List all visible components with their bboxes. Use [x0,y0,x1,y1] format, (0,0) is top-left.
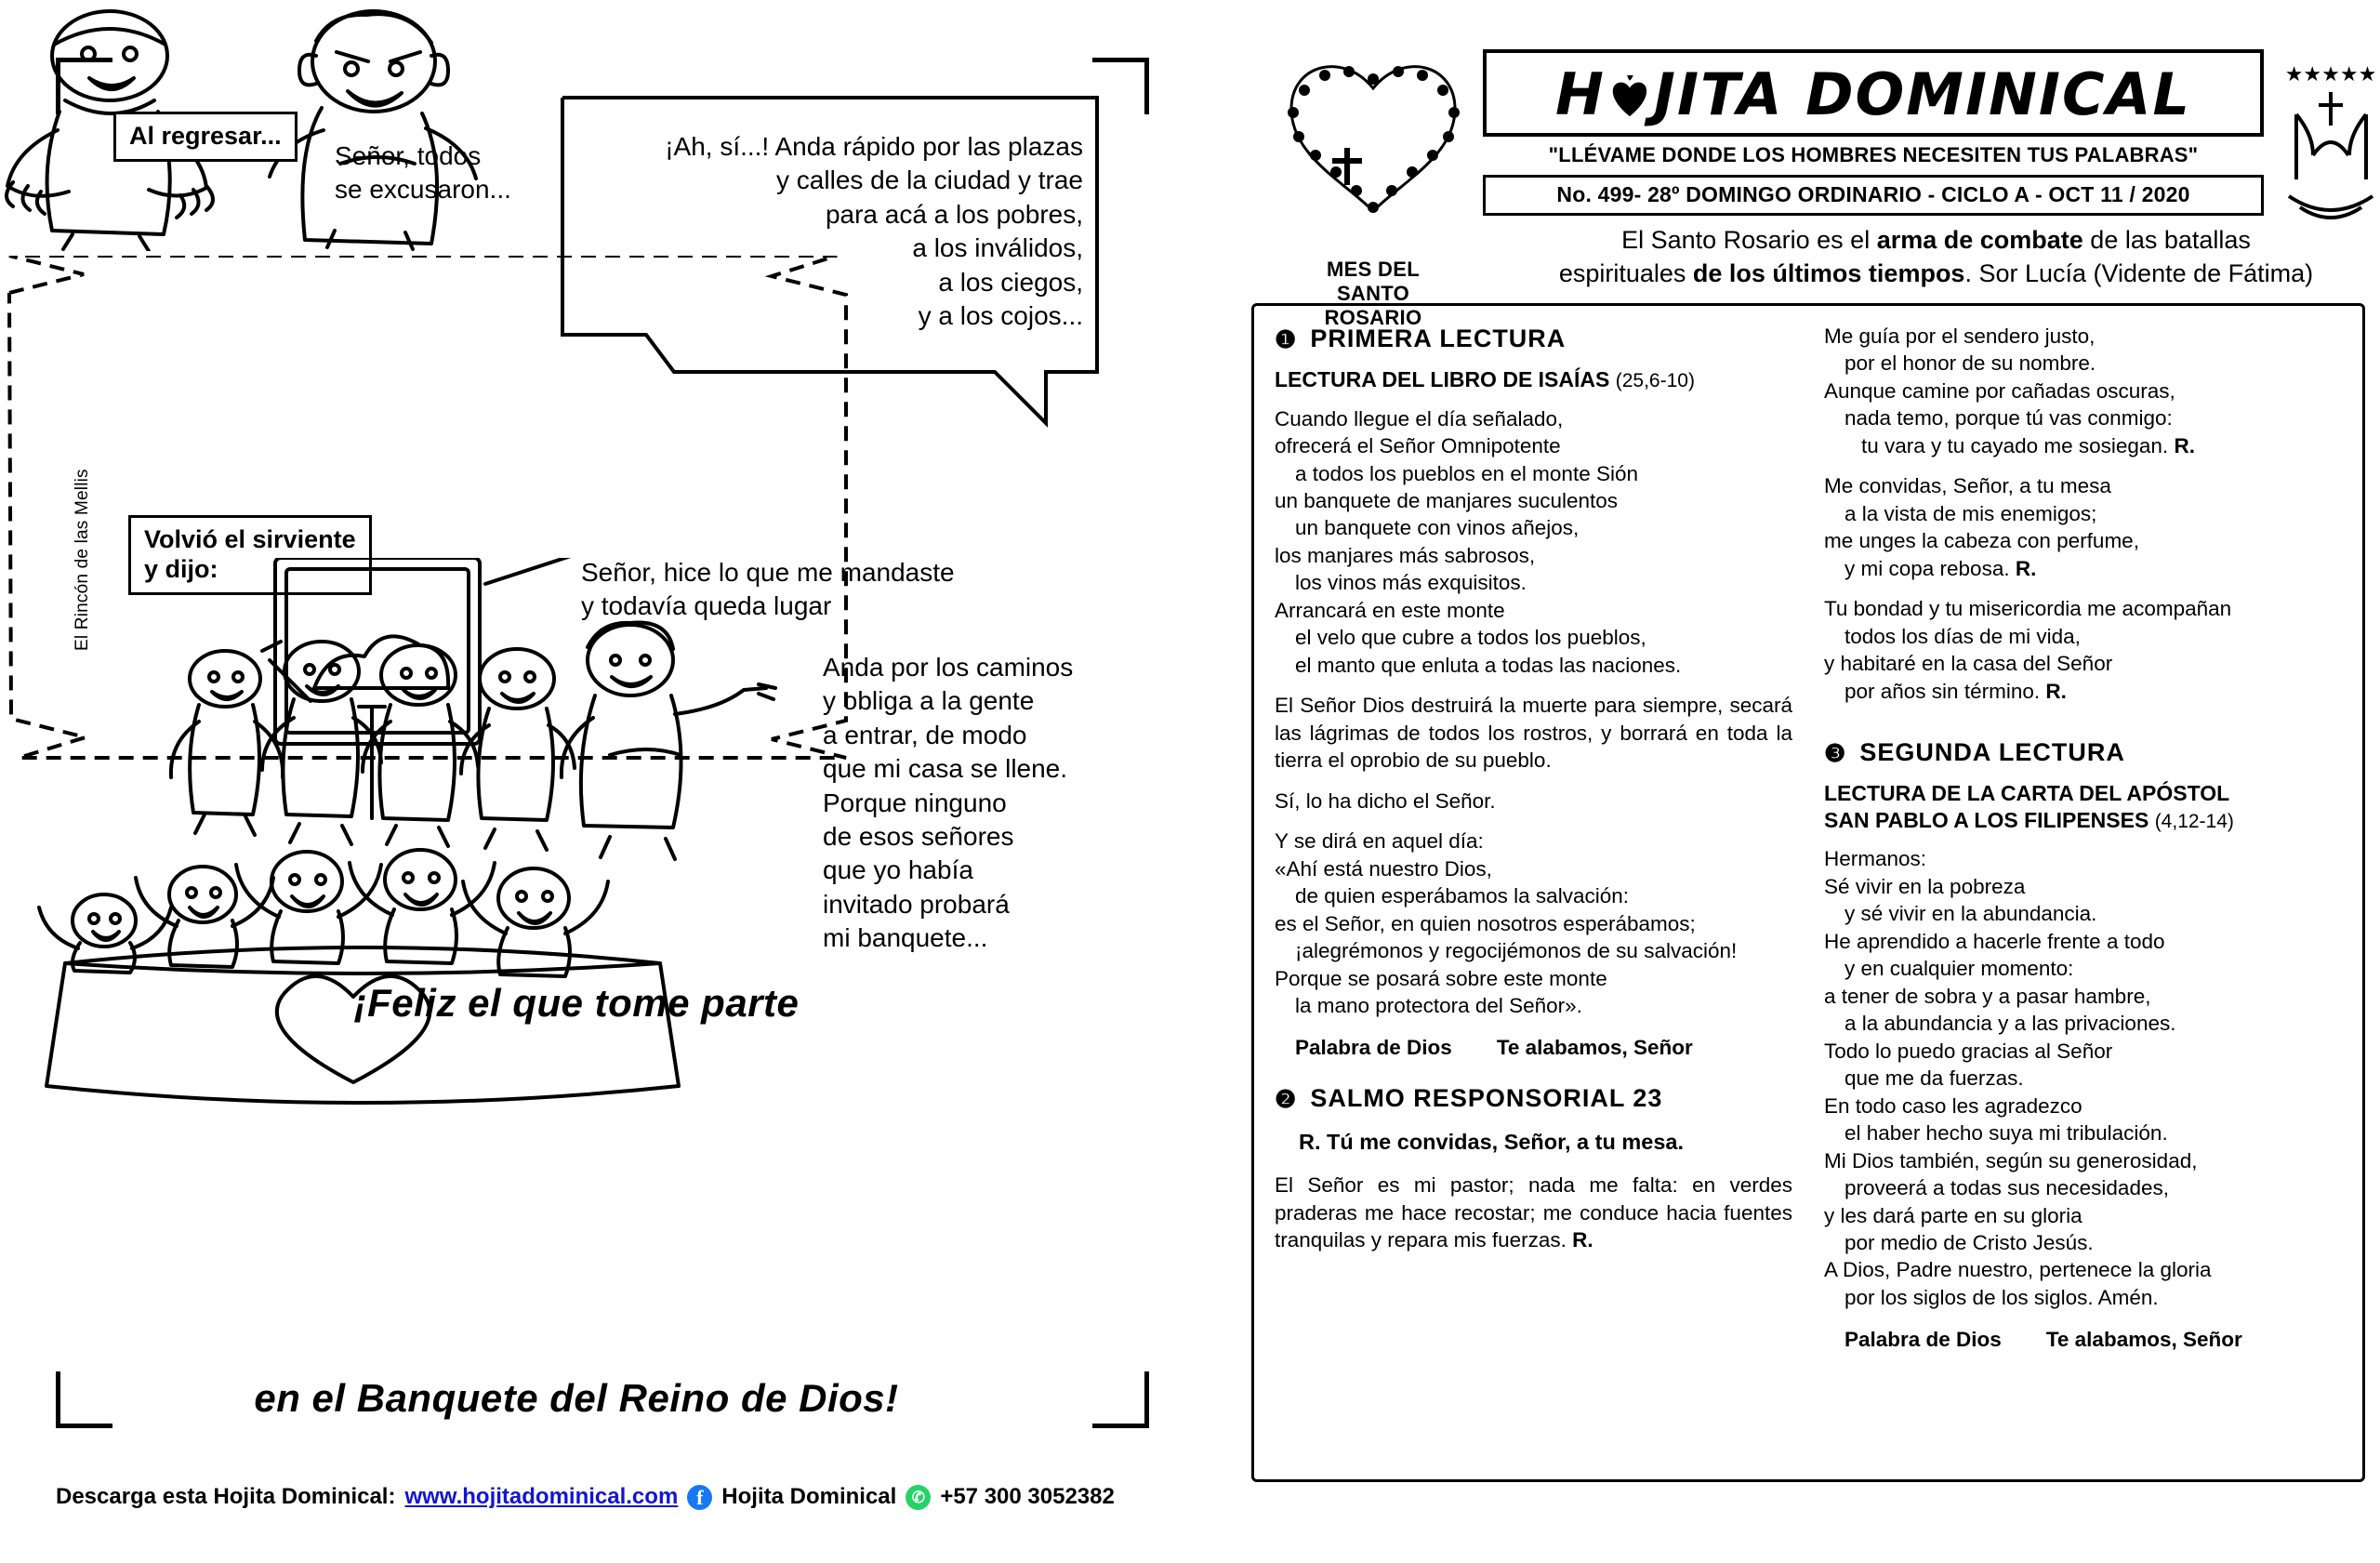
psalm-v4-l1: Tu bondad y tu misericordia me acompañan [1824,597,2232,621]
sr-l8: Todo lo puedo gracias al Señor [1824,1039,2113,1063]
sr-source-l1: LECTURA DE LA CARTA DEL APÓSTOL [1824,781,2230,806]
psalm-verse-2 [1824,323,2342,459]
psalm-header [1275,1082,1792,1115]
panel1-label: Al regresar... [113,112,298,162]
psalm-v2-l2: por el honor de su nombre. [1844,351,2096,376]
footer-bar [56,1484,1209,1510]
second-reading-source [1824,780,2342,834]
fr-p2-l5: ¡alegrémonos y regocijémonos de su salvación! [1295,939,1738,963]
whatsapp-icon[interactable]: ✆ [906,1485,931,1510]
sr-l7: a la abundancia y a las privaciones. [1844,1012,2176,1036]
quote-line1-a: El Santo Rosario es el [1621,226,1877,254]
sr-l3: y sé vivir en la abundancia. [1844,902,2097,926]
fr-p1-l12: Sí, lo ha dicho el Señor. [1275,788,1496,813]
psalm-verse-3 [1824,472,2342,582]
sr-l14: y les dará parte en su gloria [1824,1203,2082,1227]
first-reading-paragraph-2 [1275,828,1792,1019]
fr-resp-b: Te alabamos, Señor [1496,1036,1693,1060]
fr-p1-l4: un banquete de manjares suculentos [1275,489,1619,513]
banner-text-top: ¡Feliz el que tome parte [353,981,800,1025]
psalm-v3-l3: me unges la cabeza con perfume, [1824,529,2139,553]
bulletin-panel [1236,0,2380,1563]
sr-l5: y en cualquier momento: [1844,957,2074,981]
svg-text:★★★★★: ★★★★★ [2284,63,2377,86]
footer-website-link[interactable]: www.hojitadominical.com [404,1484,679,1509]
title-block [1483,49,2264,216]
psalm-v2-l3: Aunque camine por cañadas oscuras, [1824,378,2175,403]
psalm-v3-l4: y mi copa rebosa. [1844,556,2010,580]
quote-line2-b: de los últimos tiempos [1692,259,1965,288]
psalm-v2-r: R. [2174,433,2195,457]
panel1-servant-speech: Señor, todos se excusaron... [335,141,511,205]
psalm-v4-l3: y habitaré en la casa del Señor [1824,652,2113,676]
sr-source-ref: (4,12-14) [2154,811,2234,833]
facebook-icon[interactable]: f [687,1485,712,1510]
footer-facebook-name: Hojita Dominical [721,1484,897,1509]
corner-bracket-bottom-right [1092,1371,1149,1428]
psalm-v3-l2: a la vista de mis enemigos; [1844,501,2097,525]
fr-p1-l1: Cuando llegue el día señalado, [1275,406,1564,430]
masthead [1255,42,2377,329]
sr-resp-b: Te alabamos, Señor [2045,1328,2242,1352]
sr-l16: A Dios, Padre nuestro, pertenece la gloria [1824,1258,2212,1282]
fr-p1-l6: los manjares más sabrosos, [1275,543,1536,567]
psalm-v3-r: R. [2015,556,2037,580]
rosary-heart-icon [1278,51,1469,251]
quote-line1-c: de las batallas [2082,226,2251,254]
fr-p2-l1: Y se dirá en aquel día: [1275,829,1484,854]
panel2-master-speech: Anda por los caminos y obliga a la gente a entrar, de modo que mi casa se llene. Porque ninguno de esos señores que yo había invitado probará mi banquete... [823,653,1074,953]
fr-p1-l2: ofrecerá el Señor Omnipotente [1275,434,1561,458]
first-reading-header [1275,323,1792,355]
readings-column-left [1275,323,1792,1463]
psalm-v4-r: R. [2045,679,2067,703]
banner-text-bottom: en el Banquete del Reino de Dios! [254,1376,899,1420]
quote-line1-b: arma de combate [1876,226,2083,254]
issue-bar: No. 499- 28º DOMINGO ORDINARIO - CICLO A - OCT 11 / 2020 [1483,175,2264,216]
sr-l17: por los siglos de los siglos. Amén. [1844,1285,2159,1309]
sr-l1: Hermanos: [1824,847,1927,871]
title-banner [1483,49,2264,137]
first-reading-title: PRIMERA LECTURA [1310,325,1567,352]
fr-p1-l9: el velo que cubre a todos los pueblos, [1295,626,1646,650]
sr-l9: que me da fuerzas. [1844,1066,2024,1091]
readings-box [1251,303,2365,1482]
psalm-v3-l1: Me convidas, Señor, a tu mesa [1824,474,2111,498]
sr-l6: a tener de sobra y a pasar hambre, [1824,984,2151,1008]
quote-line2-c: . Sor Lucía (Vidente de Fátima) [1964,259,2314,288]
rosary-quote [1483,223,2380,291]
panel2-scene [158,558,865,921]
sr-l10: En todo caso les agradezco [1824,1093,2082,1118]
fr-p1-l8: Arrancará en este monte [1275,598,1505,622]
corner-bracket-bottom-left [56,1371,112,1428]
sr-resp-a: Palabra de Dios [1844,1328,2002,1352]
psalm-v1-r: R. [1572,1228,1593,1252]
sr-l2: Sé vivir en la pobreza [1824,874,2026,898]
fr-p2-l6: Porque se posará sobre este monte [1275,966,1607,990]
psalm-v2-l1: Me guía por el sendero justo, [1824,325,2096,348]
illustrator-credit: El Rincón de las Mellis [73,469,92,651]
first-reading-number: ❶ [1275,325,1298,353]
sr-l11: el haber hecho suya mi tribulación. [1844,1121,2168,1146]
fr-p2-l2: «Ahí está nuestro Dios, [1275,856,1492,881]
sr-source-l2: SAN PABLO A LOS FILIPENSES [1824,808,2149,833]
second-reading-header [1824,736,2342,769]
fr-p2-l7: la mano protectora del Señor». [1295,993,1582,1017]
footer-phone: +57 300 3052382 [940,1484,1115,1509]
psalm-verse-1 [1275,1172,1792,1253]
footer-download-label: Descarga esta Hojita Dominical: [56,1484,396,1509]
psalm-v4-l2: todos los días de mi vida, [1844,624,2081,648]
readings-column-right [1824,323,2342,1463]
psalm-verse-4 [1824,595,2342,705]
fr-p1-l3: a todos los pueblos en el monte Sión [1295,461,1638,485]
page-title: H JITA DOMINICAL [1555,60,2191,128]
psalm-response: R. Tú me convidas, Señor, a tu mesa. [1299,1130,1684,1155]
fr-resp-a: Palabra de Dios [1295,1036,1452,1060]
fr-p1-l10: el manto que enluta a todas las naciones. [1295,653,1682,677]
heart-flame-icon [1607,75,1652,120]
psalm-v2-l4: nada temo, porque tú vas conmigo: [1844,406,2173,430]
panel2-label: Volvió el sirviente y dijo: [128,515,372,595]
psalm-v1-l1: El Señor es mi pastor; nada me falta: en verdes praderas me hace recostar; [1275,1173,1792,1225]
quote-line2-a: espirituales [1558,259,1693,288]
psalm-title: SALMO RESPONSORIAL 23 [1310,1083,1663,1112]
sr-l12: Mi Dios también, según su generosidad, [1824,1148,2198,1172]
sr-l4: He aprendido a hacerle frente a todo [1824,929,2165,953]
second-reading-response [1824,1326,2342,1353]
panel2-servant-speech: Señor, hice lo que me mandaste y todavía queda lugar [581,558,955,621]
second-reading-body [1824,845,2342,1311]
sr-l13: proveerá a todas sus necesidades, [1844,1176,2169,1200]
first-reading-response [1275,1034,1792,1061]
first-reading-source-text: LECTURA DEL LIBRO DE ISAÍAS [1275,367,1610,392]
sr-l15: por medio de Cristo Jesús. [1844,1231,2094,1255]
first-reading-source-ref: (25,6-10) [1615,370,1695,392]
psalm-v1-l2: me conduce hacia fuentes tranquilas y repara mis fuerzas. [1275,1200,1792,1252]
fr-p1-l11: El Señor Dios destruirá la muerte para siempre, secará las lágrimas de todos los rostros, y borrará en toda la tierra el oprobio de su pueblo. [1275,694,1792,773]
fr-p2-l3: de quien esperábamos la salvación: [1295,884,1629,908]
masthead-subtitle: "LLÉVAME DONDE LOS HOMBRES NECESITEN TUS PALABRAS" [1548,143,2199,166]
first-reading-source [1275,366,1792,393]
psalm-number: ❷ [1275,1084,1298,1113]
second-reading-number: ❸ [1824,738,1847,767]
fr-p2-l4: es el Señor, en quien nosotros esperábamos; [1275,911,1696,935]
psalm-v2-l5: tu vara y tu cayado me sosiegan. [1861,433,2169,457]
marian-monogram-icon [2278,59,2380,231]
panel1-master-speech: ¡Ah, sí...! Anda rápido por las plazas y calles de la ciudad y trae para acá a los pobres, a los inválidos, a los ciegos, y a los cojos... [665,132,1083,330]
fr-p1-l5: un banquete con vinos añejos, [1295,516,1580,540]
month-label: MES DEL SANTO ROSARIO [1324,258,1422,329]
corner-bracket-top-left [56,58,112,114]
psalm-v4-l4: por años sin término. [1844,679,2041,703]
fr-p1-l7: los vinos más exquisitos. [1295,571,1527,595]
second-reading-title: SEGUNDA LECTURA [1859,738,2125,767]
first-reading-paragraph-1 [1275,405,1792,680]
